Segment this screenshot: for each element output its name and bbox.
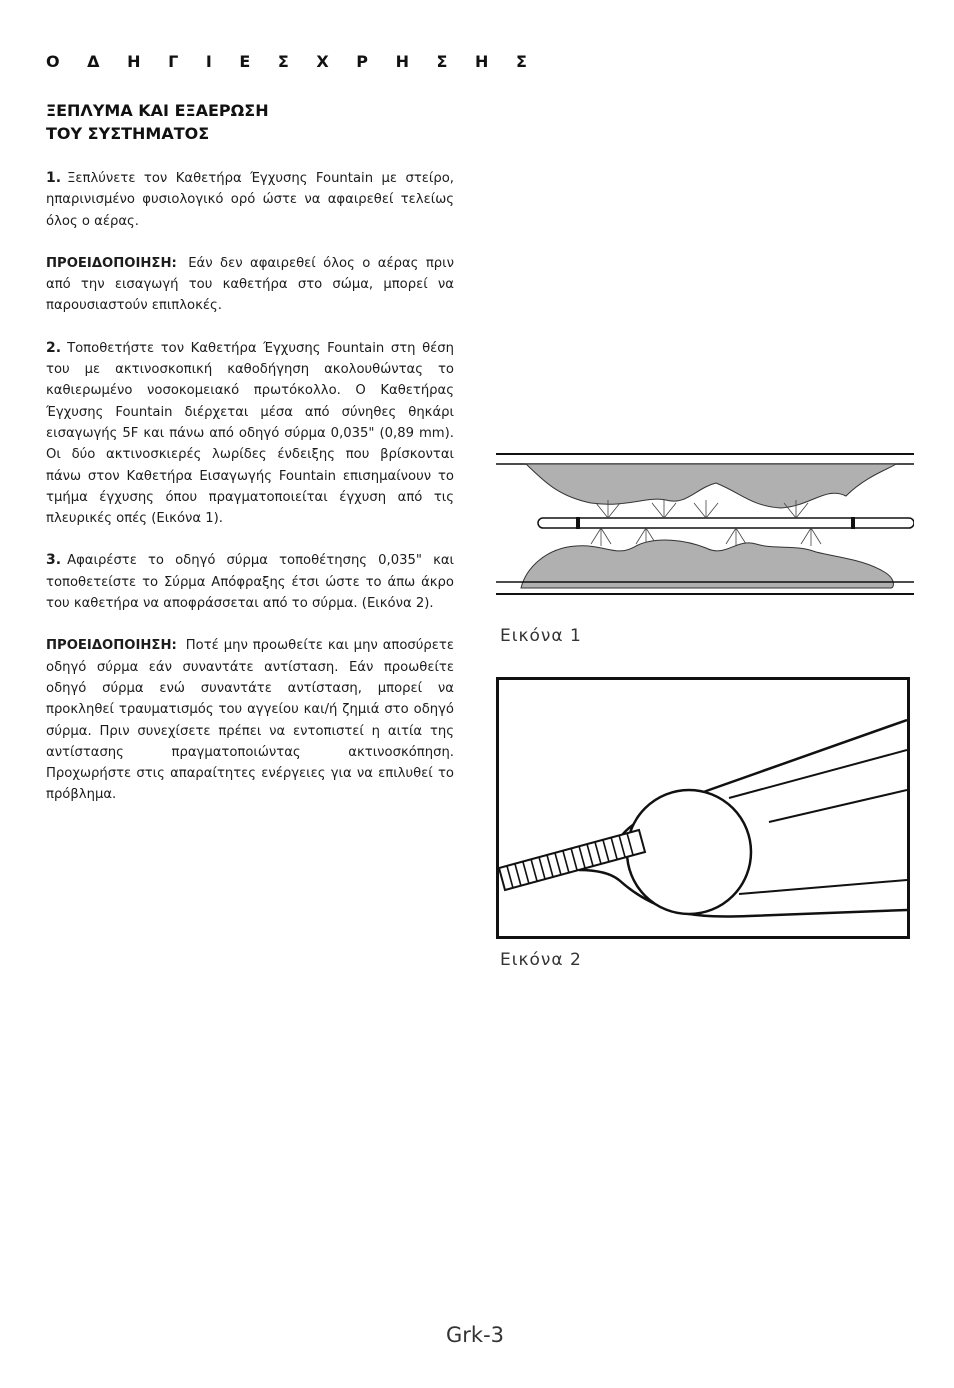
instructions-column	[46, 168, 454, 827]
step-2	[46, 338, 454, 530]
warning-2	[46, 635, 454, 805]
warning-1-text: Εάν δεν αφαιρεθεί όλος ο αέρας πριν από την εισαγωγή του καθετήρα στο σώμα, μπορεί να παρουσιαστούν επιπλοκές.	[46, 255, 454, 314]
figure-2-frame	[496, 677, 910, 939]
catheter-lumen-line	[769, 790, 907, 822]
radiopaque-marker-band-left	[576, 517, 580, 529]
step-1-text: Ξεπλύνετε τον Καθετήρα Έγχυσης Fountain με στείρο, ηπαρινισμένο φυσιολογικό ορό ώστε να αφαιρεθεί τελείως όλος ο αέρας.	[46, 171, 454, 229]
radiopaque-marker-band-right	[851, 517, 855, 529]
step-2-text: Τοποθετήστε τον Καθετήρα Έγχυσης Fountain στη θέση του με ακτινοσκοπική καθοδήγηση ακολουθώντας το καθιερωμένο νοσοκομειακό πρωτόκολλο. Ο Καθετήρας Έγχυσης Fountain διέρχεται μέσα από σύνηθες θηκάρι εισαγωγής 5F και πάνω από οδηγό σύρμα 0,035" (0,89 mm). Οι δύο ακτινοσκιερές λωρίδες ένδειξης που βρίσκονται πάνω στον Καθετήρα Εισαγωγής Fountain επισημαίνουν το τμήμα έγχυσης όπου πραγματοποιείται έγχυση από τις πλευρικές οπές (Εικόνα 1).	[46, 340, 454, 527]
step-2-number: 2.	[46, 339, 62, 356]
figure-2-occluding-wire	[499, 680, 907, 936]
step-3-text: Αφαιρέστε το οδηγό σύρμα τοποθέτησης 0,035" και τοποθετείστε το Σύρμα Απόφραξης έτσι ώστε το άπω άκρο του καθετήρα να αποφράσσεται από το σύρμα. (Εικόνα 2).	[46, 553, 454, 612]
step-3	[46, 550, 454, 614]
step-1	[46, 168, 454, 232]
warning-1-label: ΠΡΟΕΙΔΟΠΟΙΗΣΗ:	[46, 255, 177, 271]
coiled-guidewire	[499, 830, 645, 890]
page-number: Grk-3	[446, 1323, 505, 1347]
figure-2-caption: Εικόνα 2	[500, 950, 582, 970]
warning-2-label: ΠΡΟΕΙΔΟΠΟΙΗΣΗ:	[46, 638, 177, 654]
warning-2-text: Ποτέ μην προωθείτε και μην αποσύρετε οδηγό σύρμα εάν συναντάτε αντίσταση. Εάν προωθείτε οδηγό σύρμα ενώ συναντάτε αντίσταση, μπορεί να προκληθεί τραυματισμός του αγγείου και/ή ζημιά στο οδηγό σύρμα. Πριν συνεχίσετε πρέπει να εντοπιστεί η αιτία της αντίστασης πραγματοποιώντας ακτινοσκόπηση. Προχωρήστε στις απαραίτητες ενέργειες για να επιλυθεί το πρόβλημα.	[46, 638, 454, 803]
section-title-line-1: ΞΕΠΛΥΜΑ ΚΑΙ ΕΞΑΕΡΩΣΗ	[46, 101, 269, 120]
catheter-tip-inner-lower	[739, 880, 907, 894]
figure-1-caption: Εικόνα 1	[500, 626, 582, 646]
step-3-number: 3.	[46, 552, 62, 569]
section-title-line-2: ΤΟΥ ΣΥΣΤΗΜΑΤΟΣ	[46, 124, 210, 143]
warning-1	[46, 253, 454, 317]
step-1-number: 1.	[46, 170, 62, 186]
upper-thrombus	[526, 464, 896, 508]
page-heading: Ο Δ Η Γ Ι Ε Σ Χ Ρ Η Σ Η Σ	[46, 52, 538, 71]
catheter-body	[538, 518, 914, 528]
lower-thrombus	[521, 540, 893, 588]
page-content	[44, 0, 914, 1388]
vessel-upper-wall	[496, 454, 914, 464]
figure-1-catheter-in-vessel	[496, 448, 914, 598]
section-title	[46, 99, 466, 145]
